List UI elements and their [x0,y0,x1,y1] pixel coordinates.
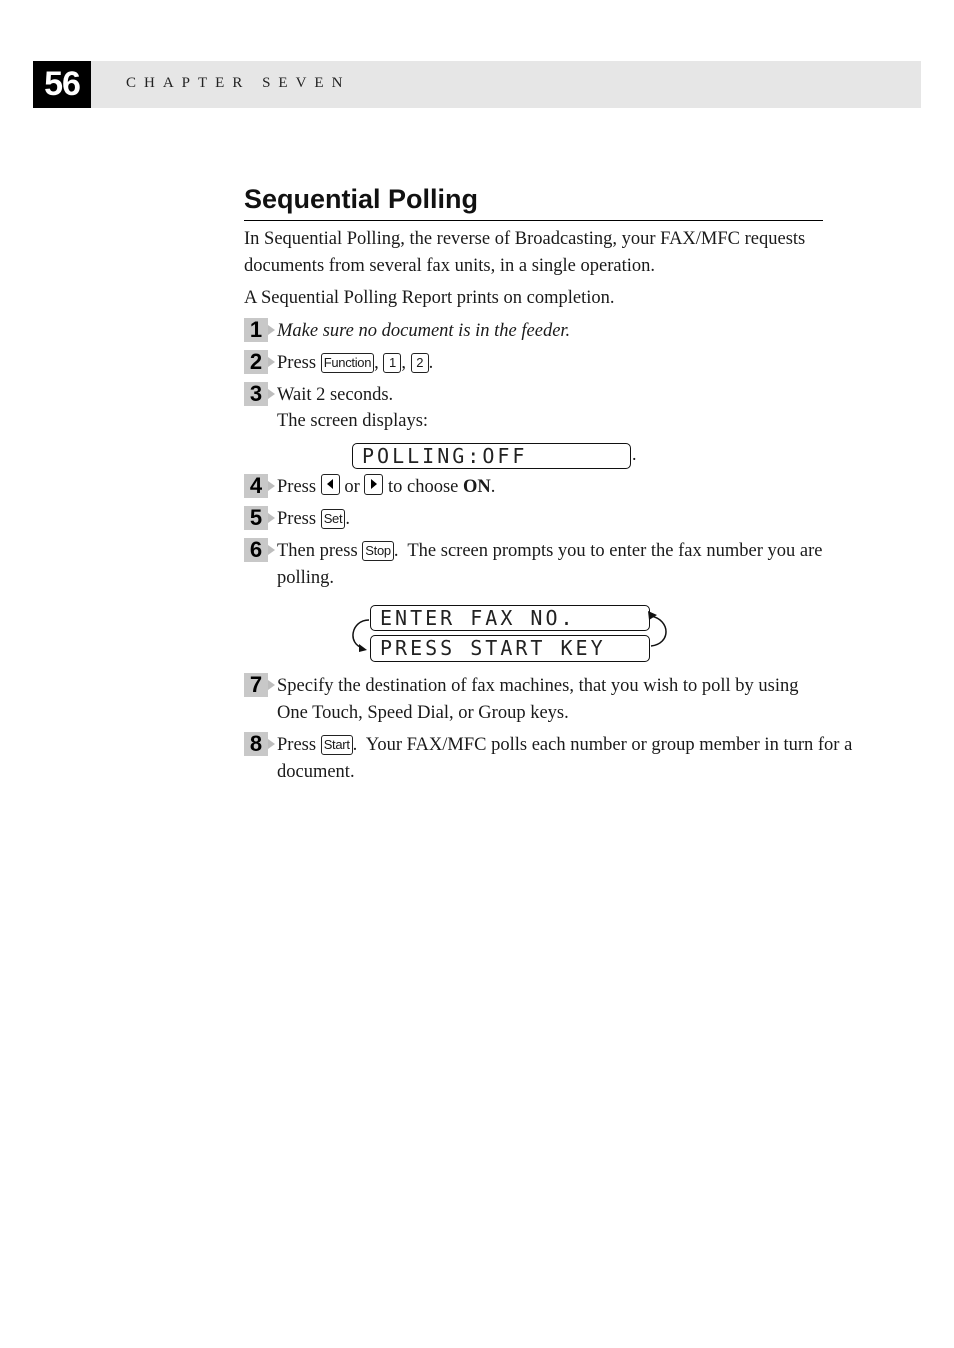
step-arrow-icon [268,680,275,690]
choose-label: to choose [387,477,459,497]
stop-key: Stop [362,541,394,561]
step-6-rest: . The screen prompts you to enter the fax number you are [393,541,823,561]
end-period: . [428,353,434,373]
step-arrow-icon [268,389,275,399]
end-period: . [345,509,350,529]
step-text-line2: polling. [277,568,335,588]
lcd-display-press-start: PRESS START KEY [370,635,650,662]
step-number: 8 [244,732,268,756]
step-4 [244,474,824,504]
section-title: Sequential Polling [244,184,479,214]
then-press-label: Then press [277,541,358,561]
step-number: 2 [244,350,268,374]
end-period: . [490,477,496,497]
page-number: 56 [33,61,91,108]
step-text-line1 [277,538,825,565]
key-1: 1 [383,353,401,373]
press-label: Press [277,353,317,373]
press-label: Press [277,735,317,755]
step-number: 4 [244,474,268,498]
start-key: Start [321,735,353,755]
step-text-line1: Wait 2 seconds. [277,385,394,405]
step-text-line1 [277,732,853,759]
step-3 [244,381,824,431]
step-7 [244,673,824,733]
chapter-title: CHAPTER SEVEN [126,75,351,91]
step-arrow-icon [268,739,275,749]
report-note: A Sequential Polling Report prints on completion. [244,288,615,308]
or-label: or [344,477,360,497]
step-number: 5 [244,506,268,530]
step-text: Specify the destination of fax machines, that you wish to poll by using One Touch, Speed Dial, or Group keys. [277,676,799,723]
lcd-display-enter-fax: ENTER FAX NO. [370,605,650,631]
step-text: Make sure no document is in the feeder. [277,321,571,341]
lcd-period: . [632,444,637,464]
step-5 [244,506,824,536]
right-arrow-key-icon [364,474,383,495]
step-arrow-icon [268,545,275,555]
set-key: Set [321,509,346,529]
step-arrow-icon [268,481,275,491]
step-text [277,506,825,533]
step-arrow-icon [268,513,275,523]
step-number: 7 [244,673,268,697]
step-2 [244,350,824,380]
step-text [277,474,825,501]
step-text-line2: The screen displays: [277,411,429,431]
function-key: Function [321,353,374,373]
step-1 [244,318,824,348]
title-rule [244,220,823,221]
left-arrow-key-icon [321,474,340,495]
step-text-line2: document. [277,762,355,782]
step-number: 3 [244,382,268,406]
key-2: 2 [411,353,429,373]
press-label: Press [277,509,317,529]
step-6 [244,537,824,588]
option-on: ON [463,477,491,497]
step-arrow-icon [268,357,275,367]
step-arrow-icon [268,325,275,335]
separator: , [401,353,411,373]
lcd-display-polling: POLLING:OFF [352,443,631,469]
step-8-rest: . Your FAX/MFC polls each number or group member in turn for a [352,735,853,755]
separator: , [374,353,384,373]
step-8 [244,731,853,792]
step-text [277,350,825,377]
step-number: 6 [244,538,268,562]
intro-paragraph: In Sequential Polling, the reverse of Broadcasting, your FAX/MFC requests documents from several fax units, in a single operation. [244,229,806,276]
step-number: 1 [244,318,268,342]
press-label: Press [277,477,317,497]
